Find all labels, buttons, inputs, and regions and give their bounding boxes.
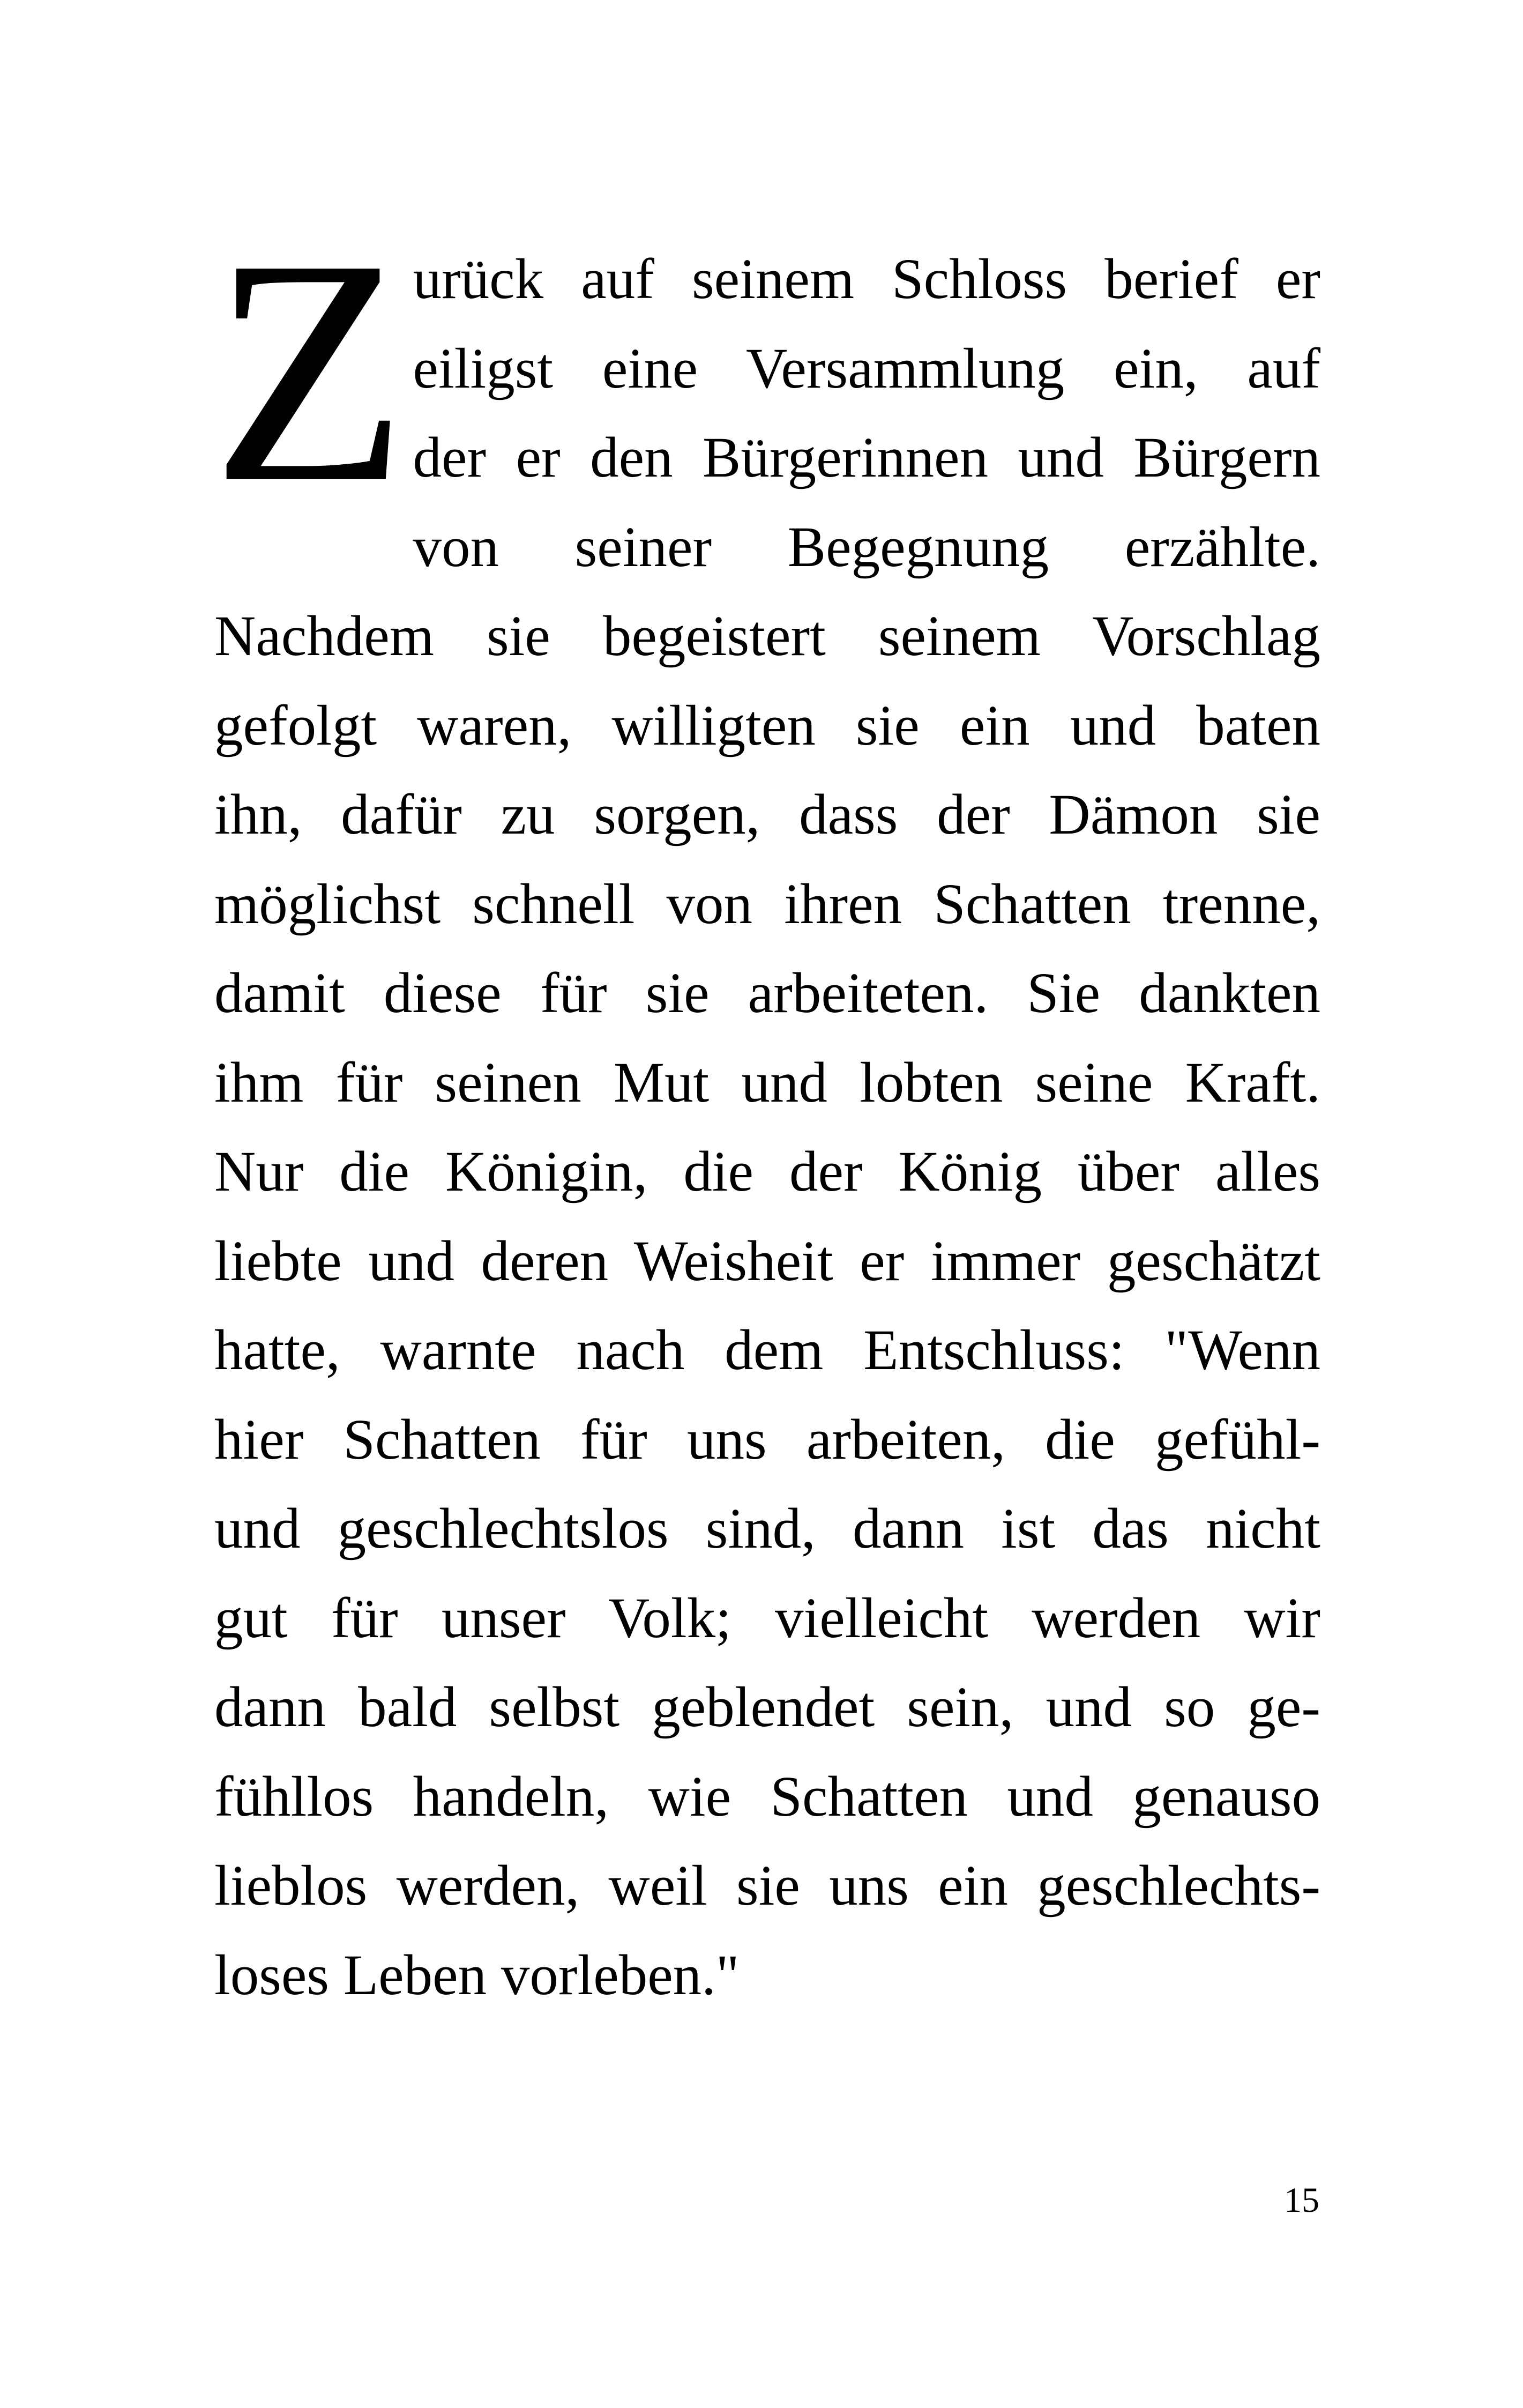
text-line: möglichst schnell von ihren Schatten trenne,	[214, 872, 1320, 936]
text-line: liebte und deren Weisheit er immer geschätzt	[214, 1229, 1320, 1293]
text-line: ihm für seinen Mut und lobten seine Kraft.	[214, 1051, 1320, 1114]
text-line: fühllos handeln, wie Schatten und genauso	[214, 1765, 1320, 1829]
text-line: eiligst eine Versammlung ein, auf	[413, 337, 1320, 400]
text-line-last: loses Leben vorleben."	[214, 1943, 740, 2007]
text-line: von seiner Begegnung erzählte.	[413, 515, 1320, 579]
text-line: Nur die Königin, die der König über alles	[214, 1140, 1320, 1203]
text-line: gut für unser Volk; vielleicht werden wir	[214, 1586, 1320, 1650]
drop-cap-letter: Z	[211, 192, 408, 549]
text-line: hier Schatten für uns arbeiten, die gefühl-	[214, 1408, 1320, 1471]
text-line: hatte, warnte nach dem Entschluss: "Wenn	[214, 1319, 1320, 1382]
text-line: Nachdem sie begeistert seinem Vorschlag	[214, 605, 1320, 668]
text-line: der er den Bürgerinnen und Bürgern	[413, 426, 1320, 489]
text-line: ihn, dafür zu sorgen, dass der Dämon sie	[214, 783, 1320, 846]
text-line: urück auf seinem Schloss berief er	[413, 248, 1320, 311]
body-paragraph	[211, 192, 1320, 2020]
text-line: dann bald selbst geblendet sein, und so ge-	[214, 1676, 1320, 1739]
page-number: 15	[1284, 2181, 1319, 2220]
text-line: und geschlechtslos sind, dann ist das nicht	[214, 1497, 1320, 1560]
text-line: gefolgt waren, willigten sie ein und baten	[214, 694, 1320, 757]
text-line: damit diese für sie arbeiteten. Sie dankten	[214, 962, 1320, 1025]
text-line: lieblos werden, weil sie uns ein geschlechts-	[214, 1854, 1320, 1918]
